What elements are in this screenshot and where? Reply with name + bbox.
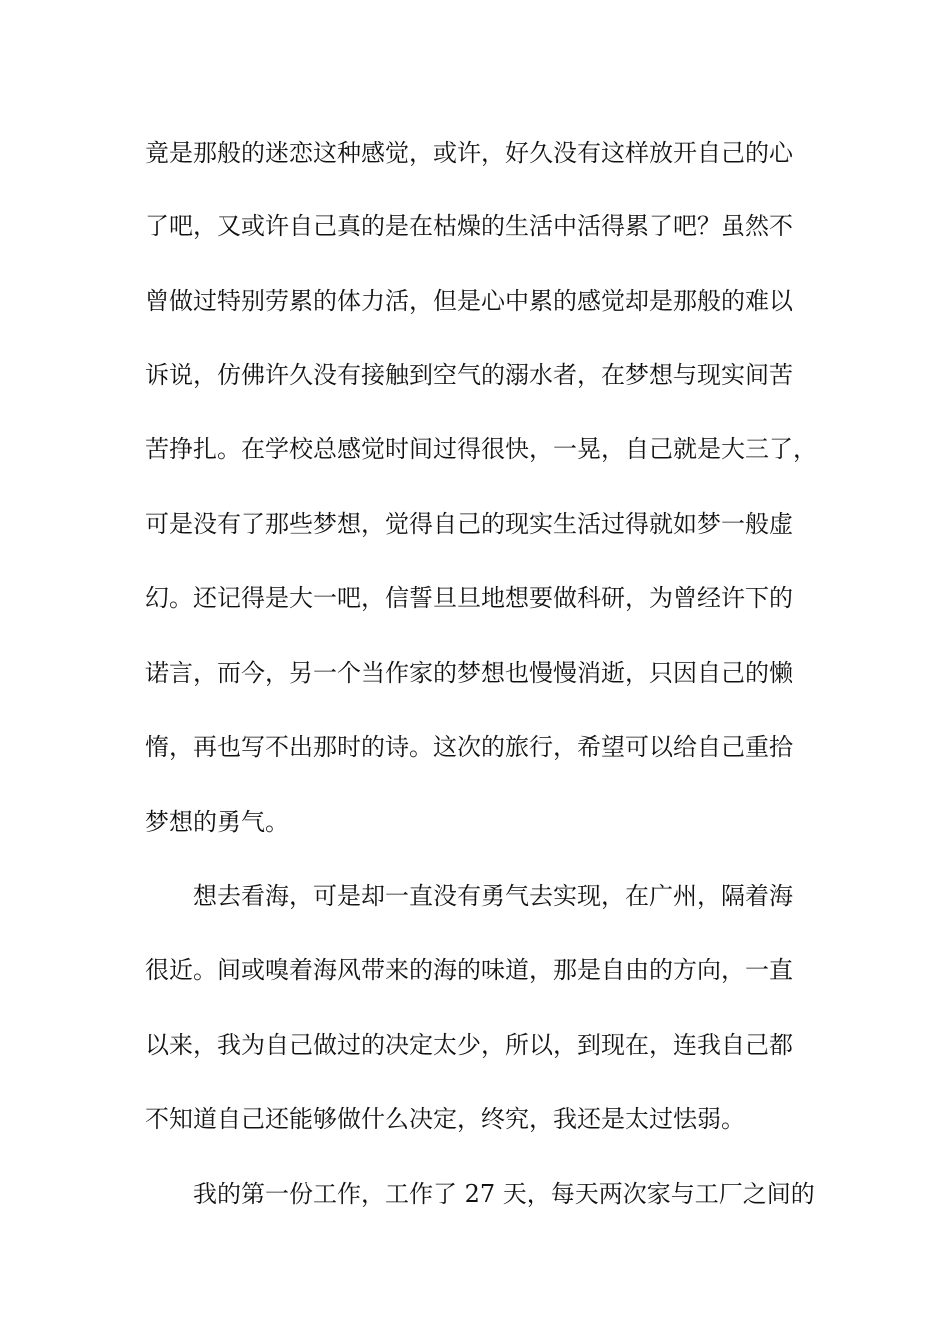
paragraph-first-line: 我的第一份工作，工作了 27 天，每天两次家与工厂之间的 xyxy=(193,1180,815,1208)
text-line: 竟是那般的迷恋这种感觉，或许，好久没有这样放开自己的心 xyxy=(145,139,793,167)
text-line: 苦挣扎。在学校总感觉时间过得很快，一晃，自己就是大三了， xyxy=(145,435,817,463)
text-line: 惰，再也写不出那时的诗。这次的旅行，希望可以给自己重拾 xyxy=(145,733,793,761)
text-line: 可是没有了那些梦想，觉得自己的现实生活过得就如梦一般虚 xyxy=(145,510,793,538)
text-line: 很近。间或嗅着海风带来的海的味道，那是自由的方向，一直 xyxy=(145,956,793,984)
text-line: 曾做过特别劳累的体力活，但是心中累的感觉却是那般的难以 xyxy=(145,287,793,315)
text-line: 了吧，又或许自己真的是在枯燥的生活中活得累了吧？虽然不 xyxy=(145,212,793,240)
text-line: 以来，我为自己做过的决定太少，所以，到现在，连我自己都 xyxy=(145,1031,793,1059)
text-line: 不知道自己还能够做什么决定，终究，我还是太过怯弱。 xyxy=(145,1105,745,1133)
text-line: 诉说，仿佛许久没有接触到空气的溺水者，在梦想与现实间苦 xyxy=(145,361,793,389)
text-line: 梦想的勇气。 xyxy=(145,808,289,836)
paragraph-first-line: 想去看海，可是却一直没有勇气去实现，在广州，隔着海 xyxy=(193,882,793,910)
text-line: 诺言，而今，另一个当作家的梦想也慢慢消逝，只因自己的懒 xyxy=(145,659,793,687)
text-line: 幻。还记得是大一吧，信誓旦旦地想要做科研，为曾经许下的 xyxy=(145,584,793,612)
